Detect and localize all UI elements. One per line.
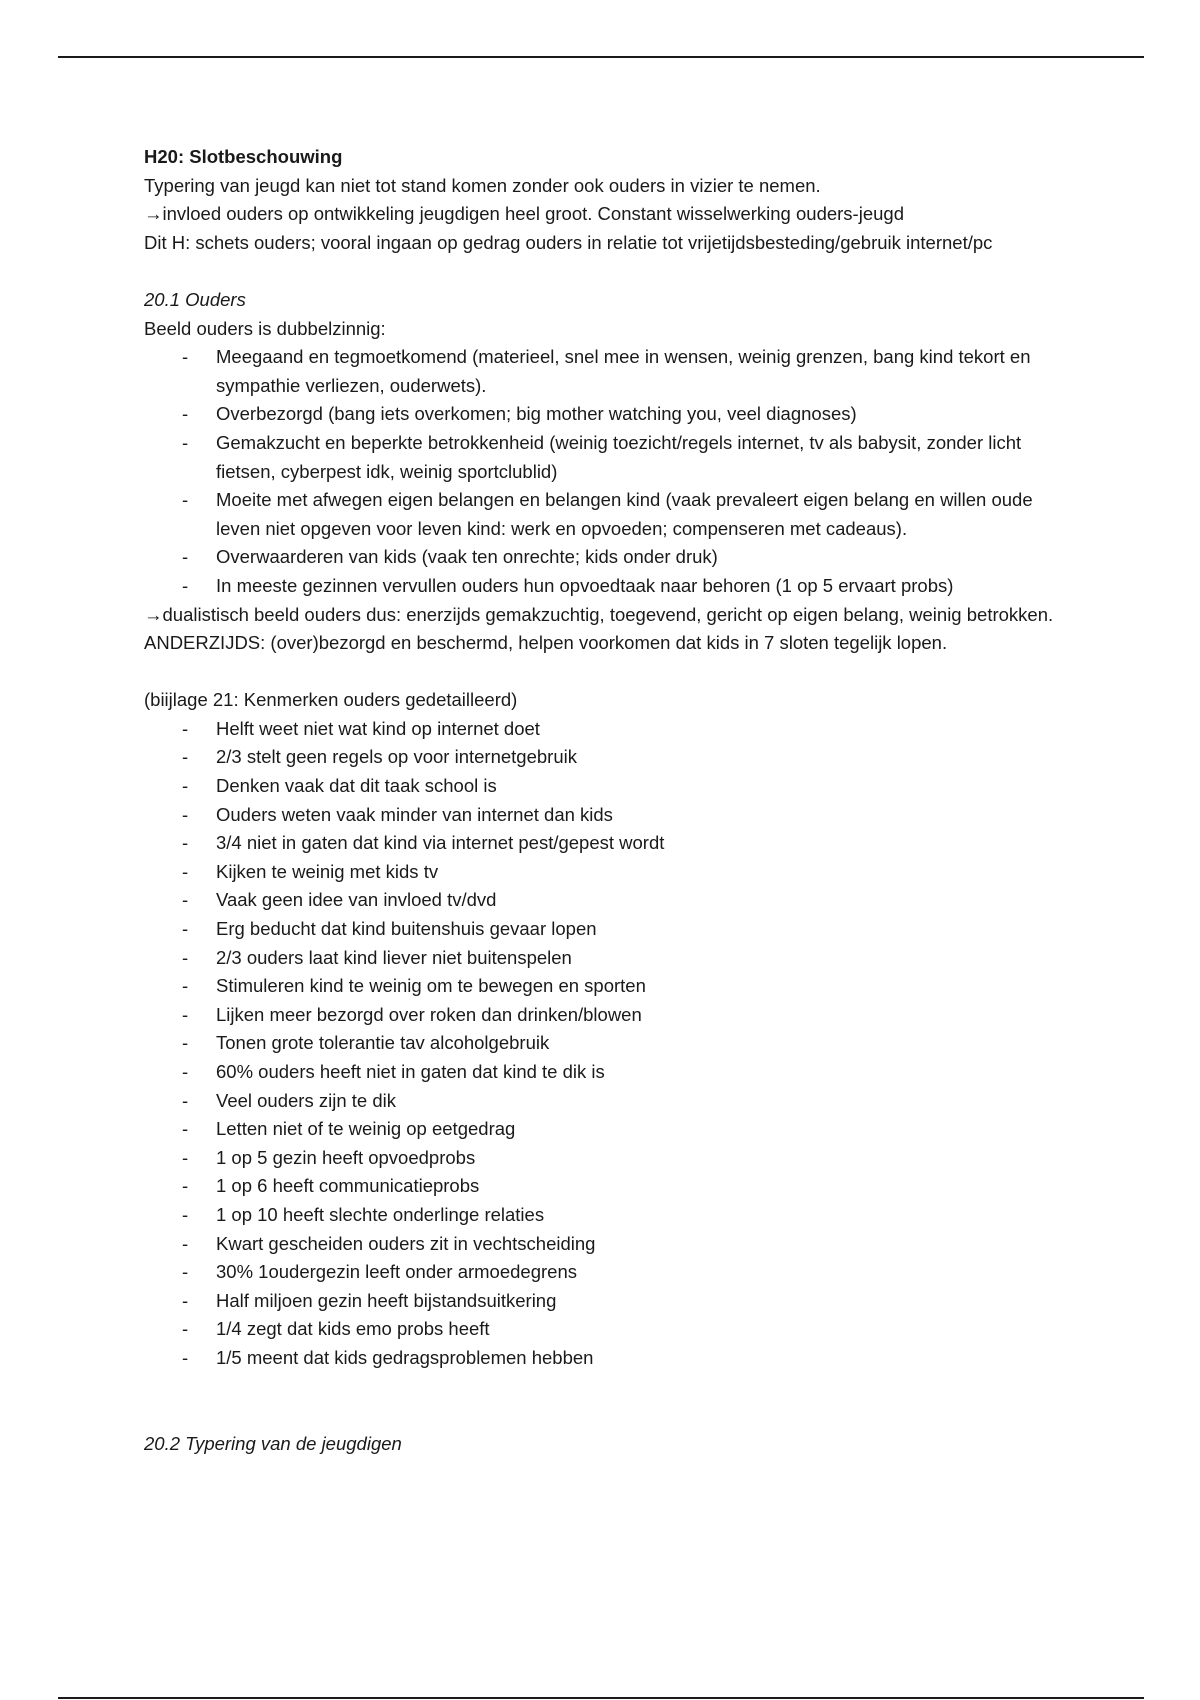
appendix-list — [144, 715, 1084, 1373]
list-dash-marker: - — [182, 1118, 189, 1140]
list-dash-marker: - — [182, 889, 189, 911]
list-item — [144, 715, 1066, 744]
list-dash-marker: - — [182, 489, 189, 511]
spacer — [144, 1373, 1084, 1430]
list-dash-marker: - — [182, 1146, 189, 1168]
list-item-text: 30% 1oudergezin leeft onder armoedegrens — [216, 1261, 577, 1283]
section-conclusion: →dualistisch beeld ouders dus: enerzijds gemakzuchtig, toegevend, gericht op eigen belang, weinig betrokken. ANDERZIJDS: (over)bezorgd en beschermd, helpen voorkomen dat kids in 7 sloten tegelijk lopen. — [144, 603, 1054, 654]
list-item-text: Denken vaak dat dit taak school is — [216, 775, 497, 797]
list-item — [144, 1058, 1066, 1087]
list-item-text: Overbezorgd (bang iets overkomen; big mother watching you, veel diagnoses) — [216, 403, 857, 425]
ouders-kenmerken-list — [144, 343, 1084, 600]
list-item-text: 2/3 ouders laat kind liever niet buitenspelen — [216, 946, 572, 968]
list-item-text: Gemakzucht en beperkte betrokkenheid (weinig toezicht/regels internet, tv als babysit, zonder licht fietsen, cyberpest idk, weinig sportclublid) — [216, 431, 1022, 482]
list-item-text: Moeite met afwegen eigen belangen en belangen kind (vaak prevaleert eigen belang en willen oude leven niet opgeven voor leven kind: werk en opvoeden; compenseren met cadeaus). — [216, 489, 1033, 539]
list-dash-marker: - — [182, 1089, 189, 1111]
list-dash-marker: - — [182, 1232, 189, 1254]
list-dash-marker: - — [182, 1003, 189, 1025]
list-item — [144, 1144, 1066, 1173]
header-rule — [58, 56, 1144, 58]
list-dash-marker: - — [182, 1346, 189, 1368]
list-item — [144, 1315, 1066, 1344]
intro-line-2: →invloed ouders op ontwikkeling jeugdigen heel groot. Constant wisselwerking ouders-jeugd — [144, 203, 904, 225]
list-dash-marker: - — [182, 1203, 189, 1225]
list-dash-marker: - — [182, 1261, 189, 1283]
list-dash-marker: - — [182, 717, 189, 739]
list-dash-marker: - — [182, 346, 189, 368]
list-item — [144, 1258, 1066, 1287]
list-dash-marker: - — [182, 746, 189, 768]
footer-rule — [58, 1697, 1144, 1699]
list-item-text: 2/3 stelt geen regels op voor internetgebruik — [216, 746, 577, 768]
list-dash-marker: - — [182, 975, 189, 997]
list-item — [144, 972, 1066, 1001]
list-item-text: Overwaarderen van kids (vaak ten onrechte; kids onder druk) — [216, 546, 718, 568]
list-dash-marker: - — [182, 832, 189, 854]
list-item-text: Helft weet niet wat kind op internet doet — [216, 717, 540, 739]
list-item — [144, 944, 1066, 973]
list-item — [144, 743, 1066, 772]
document-body — [144, 143, 1084, 1458]
list-item — [144, 1115, 1066, 1144]
list-item-text: 60% ouders heeft niet in gaten dat kind te dik is — [216, 1061, 605, 1082]
list-item — [144, 1001, 1066, 1030]
list-item-text: Stimuleren kind te weinig om te bewegen en sporten — [216, 975, 646, 997]
section-lead: Beeld ouders is dubbelzinnig: — [144, 317, 386, 339]
list-item — [144, 915, 1066, 944]
list-item-text: Erg beducht dat kind buitenshuis gevaar lopen — [216, 918, 597, 940]
list-item — [144, 1087, 1066, 1116]
list-dash-marker: - — [182, 775, 189, 797]
list-item — [144, 772, 1066, 801]
list-item-text: Lijken meer bezorgd over roken dan drinken/blowen — [216, 1003, 642, 1025]
list-item — [144, 429, 1066, 486]
list-item — [144, 543, 1066, 572]
list-item-text: 3/4 niet in gaten dat kind via internet pest/gepest wordt — [216, 832, 665, 854]
list-dash-marker: - — [182, 918, 189, 940]
list-item — [144, 1230, 1066, 1259]
list-item — [144, 858, 1066, 887]
list-dash-marker: - — [182, 1318, 189, 1340]
list-item-text: Kwart gescheiden ouders zit in vechtscheiding — [216, 1232, 596, 1254]
list-dash-marker: - — [182, 431, 189, 453]
list-item — [144, 801, 1066, 830]
list-item — [144, 886, 1066, 915]
list-dash-marker: - — [182, 574, 189, 596]
list-item-text: Veel ouders zijn te dik — [216, 1089, 396, 1111]
list-dash-marker: - — [182, 946, 189, 968]
list-item — [144, 1201, 1066, 1230]
section-title-ouders: 20.1 Ouders — [144, 288, 246, 310]
list-dash-marker: - — [182, 1175, 189, 1197]
list-item-text: Letten niet of te weinig op eetgedrag — [216, 1118, 516, 1140]
list-item-text: In meeste gezinnen vervullen ouders hun opvoedtaak naar behoren (1 op 5 ervaart probs) — [216, 574, 954, 596]
list-item — [144, 1172, 1066, 1201]
intro-line-1: Typering van jeugd kan niet tot stand komen zonder ook ouders in vizier te nemen. — [144, 174, 821, 196]
list-item — [144, 1344, 1066, 1373]
list-item — [144, 486, 1066, 543]
section-title-jeugdigen: 20.2 Typering van de jeugdigen — [144, 1432, 402, 1454]
list-item-text: 1/5 meent dat kids gedragsproblemen hebben — [216, 1346, 594, 1368]
list-item-text: 1/4 zegt dat kids emo probs heeft — [216, 1318, 490, 1340]
list-item-text: Half miljoen gezin heeft bijstandsuitkering — [216, 1289, 557, 1311]
list-dash-marker: - — [182, 546, 189, 568]
list-item — [144, 829, 1066, 858]
list-item — [144, 1287, 1066, 1316]
list-item-text: Vaak geen idee van invloed tv/dvd — [216, 889, 497, 911]
list-dash-marker: - — [182, 1289, 189, 1311]
list-item — [144, 572, 1066, 601]
list-item-text: 1 op 10 heeft slechte onderlinge relaties — [216, 1203, 545, 1225]
intro-line-3: Dit H: schets ouders; vooral ingaan op gedrag ouders in relatie tot vrijetijdsbesteding/gebruik internet/pc — [144, 231, 993, 253]
appendix-title: (biijlage 21: Kenmerken ouders gedetailleerd) — [144, 689, 518, 711]
list-item-text: 1 op 6 heeft communicatieprobs — [216, 1175, 480, 1197]
list-dash-marker: - — [182, 803, 189, 825]
list-dash-marker: - — [182, 1032, 189, 1054]
list-item-text: 1 op 5 gezin heeft opvoedprobs — [216, 1146, 476, 1168]
list-dash-marker: - — [182, 403, 189, 425]
list-item-text: Kijken te weinig met kids tv — [216, 860, 439, 882]
spacer — [144, 257, 1084, 286]
spacer — [144, 658, 1084, 687]
list-item — [144, 1029, 1066, 1058]
list-dash-marker: - — [182, 1061, 189, 1082]
list-item — [144, 400, 1066, 429]
chapter-heading: H20: Slotbeschouwing — [144, 146, 343, 167]
list-item-text: Tonen grote tolerantie tav alcoholgebruik — [216, 1032, 550, 1054]
list-item — [144, 343, 1066, 400]
list-dash-marker: - — [182, 860, 189, 882]
list-item-text: Ouders weten vaak minder van internet dan kids — [216, 803, 613, 825]
list-item-text: Meegaand en tegmoetkomend (materieel, snel mee in wensen, weinig grenzen, bang kind tekort en sympathie verliezen, ouderwets). — [216, 346, 1031, 396]
